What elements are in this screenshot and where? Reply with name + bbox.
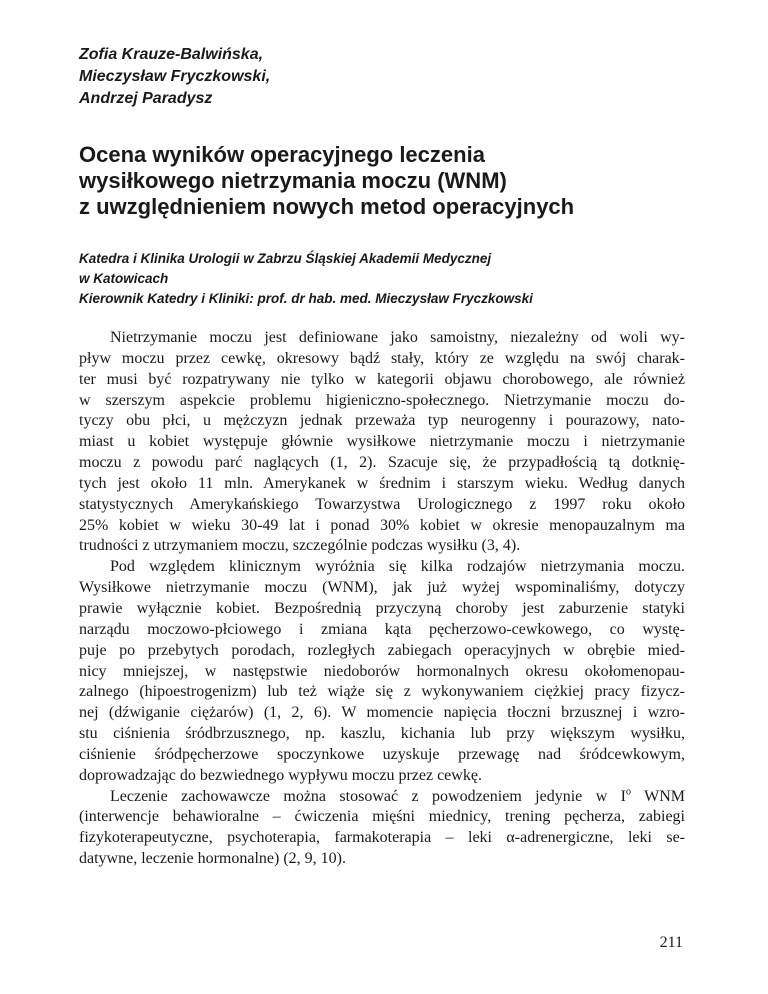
affiliation-line: Kierownik Katedry i Kliniki: prof. dr hab. med. Mieczysław Fryczkowski	[79, 291, 533, 306]
text-line: moczu z powodu parć naglących (1, 2). Szacuje się, że przypadłością tą dotknię-	[79, 454, 685, 472]
page-number: 211	[659, 934, 683, 951]
text-line: statystycznych Amerykańskiego Towarzystwa Urologicznego z 1997 roku około	[79, 495, 685, 513]
superscript-degree: o	[626, 786, 631, 798]
text-line: w szerszym aspekcie problemu higieniczno-społecznego. Nietrzymanie moczu do-	[79, 391, 685, 409]
text-line: prawie wyłącznie kobiet. Bezpośrednią przyczyną choroby jest zaburzenie statyki	[79, 599, 685, 617]
body-paragraph	[79, 557, 685, 786]
text-line: nej (dźwiganie ciężarów) (1, 2, 6). W momencie napięcia tłoczni brzusznej i wzro-	[79, 704, 685, 722]
article-title	[79, 142, 719, 220]
title-line: wysiłkowego nietrzymania moczu (WNM)	[79, 168, 507, 193]
text-line: trudności z utrzymaniem moczu, szczególnie podczas wysiłku (3, 4).	[79, 537, 521, 555]
text-line: pływ moczu przez cewkę, okresowy bądź stały, który ze względu na swój charak-	[79, 349, 685, 367]
title-line: Ocena wyników operacyjnego leczenia	[79, 142, 485, 167]
text-line: 25% kobiet w wieku 30-49 lat i ponad 30% kobiet w okresie menopauzalnym ma	[79, 516, 685, 534]
author-name: Zofia Krauze-Balwińska,	[79, 46, 264, 63]
text-line: miast u kobiet występuje głównie wysiłkowe nietrzymanie moczu i nietrzymanie	[79, 433, 685, 451]
text-line: narządu moczowo-płciowego i zmiana kąta pęcherzowo-cewkowego, co wystę-	[79, 620, 685, 638]
text-line: Pod względem klinicznym wyróżnia się kilka rodzajów nietrzymania moczu.	[110, 558, 685, 576]
text-line: Nietrzymanie moczu jest definiowane jako samoistny, niezależny od woli wy-	[110, 329, 685, 346]
text-line: ter musi być rozpatrywany nie tylko w kategorii objawu chorobowego, ale również	[79, 370, 685, 388]
text-line	[79, 787, 685, 808]
text-line: puje po przebytych porodach, rozległych zabiegach operacyjnych w obrębie mied-	[79, 641, 685, 659]
affiliation-line: Katedra i Klinika Urologii w Zabrzu Śląskiej Akademii Medycznej	[79, 251, 492, 266]
text-line: tyczy obu płci, u mężczyzn jednak przeważa typ neurogenny i pourazowy, nato-	[79, 412, 685, 430]
text-line: ciśnienie śródpęcherzowe spoczynkowe uzyskuje przewagę nad śródcewkowym,	[79, 745, 685, 763]
text-line: datywne, leczenie hormonalne) (2, 9, 10).	[79, 850, 347, 868]
affiliation	[79, 249, 719, 309]
body-paragraph	[79, 787, 685, 870]
affiliation-line: w Katowicach	[79, 271, 169, 286]
text-line: doprowadzając do bezwiednego wypływu moczu przez cewkę.	[79, 766, 482, 784]
text-line: (interwencje behawioralne – ćwiczenia mięśni miednicy, trening pęcherza, zabiegi	[79, 808, 685, 826]
text-fragment: WNM	[631, 787, 686, 805]
article-body	[79, 328, 685, 870]
text-line: Wysiłkowe nietrzymanie moczu (WNM), jak już wyżej wspominaliśmy, dotyczy	[79, 579, 685, 597]
text-line: zalnego (hipoestrogenizm) lub też wiąże się z wykonywaniem ciężkiej pracy fizycz-	[79, 683, 685, 701]
text-line: nicy mniejszej, w następstwie niedoborów hormonalnych okresu okołomenopau-	[79, 662, 685, 680]
text-line: tych jest około 11 mln. Amerykanek w średnim i starszym wieku. Według danych	[79, 474, 685, 492]
body-paragraph	[79, 328, 685, 557]
text-line: fizykoterapeutyczne, psychoterapia, farmakoterapia – leki α-adrenergiczne, leki se-	[79, 829, 685, 847]
author-list	[79, 44, 639, 110]
author-name: Mieczysław Fryczkowski,	[79, 68, 271, 85]
text-line: stu ciśnienia śródbrzusznego, np. kaszlu, kichania lub przy większym wysiłku,	[79, 725, 685, 743]
author-name: Andrzej Paradysz	[79, 90, 213, 107]
title-line: z uwzględnieniem nowych metod operacyjnych	[79, 194, 575, 219]
text-fragment: Leczenie zachowawcze można stosować z powodzeniem jedynie w I	[110, 787, 626, 805]
